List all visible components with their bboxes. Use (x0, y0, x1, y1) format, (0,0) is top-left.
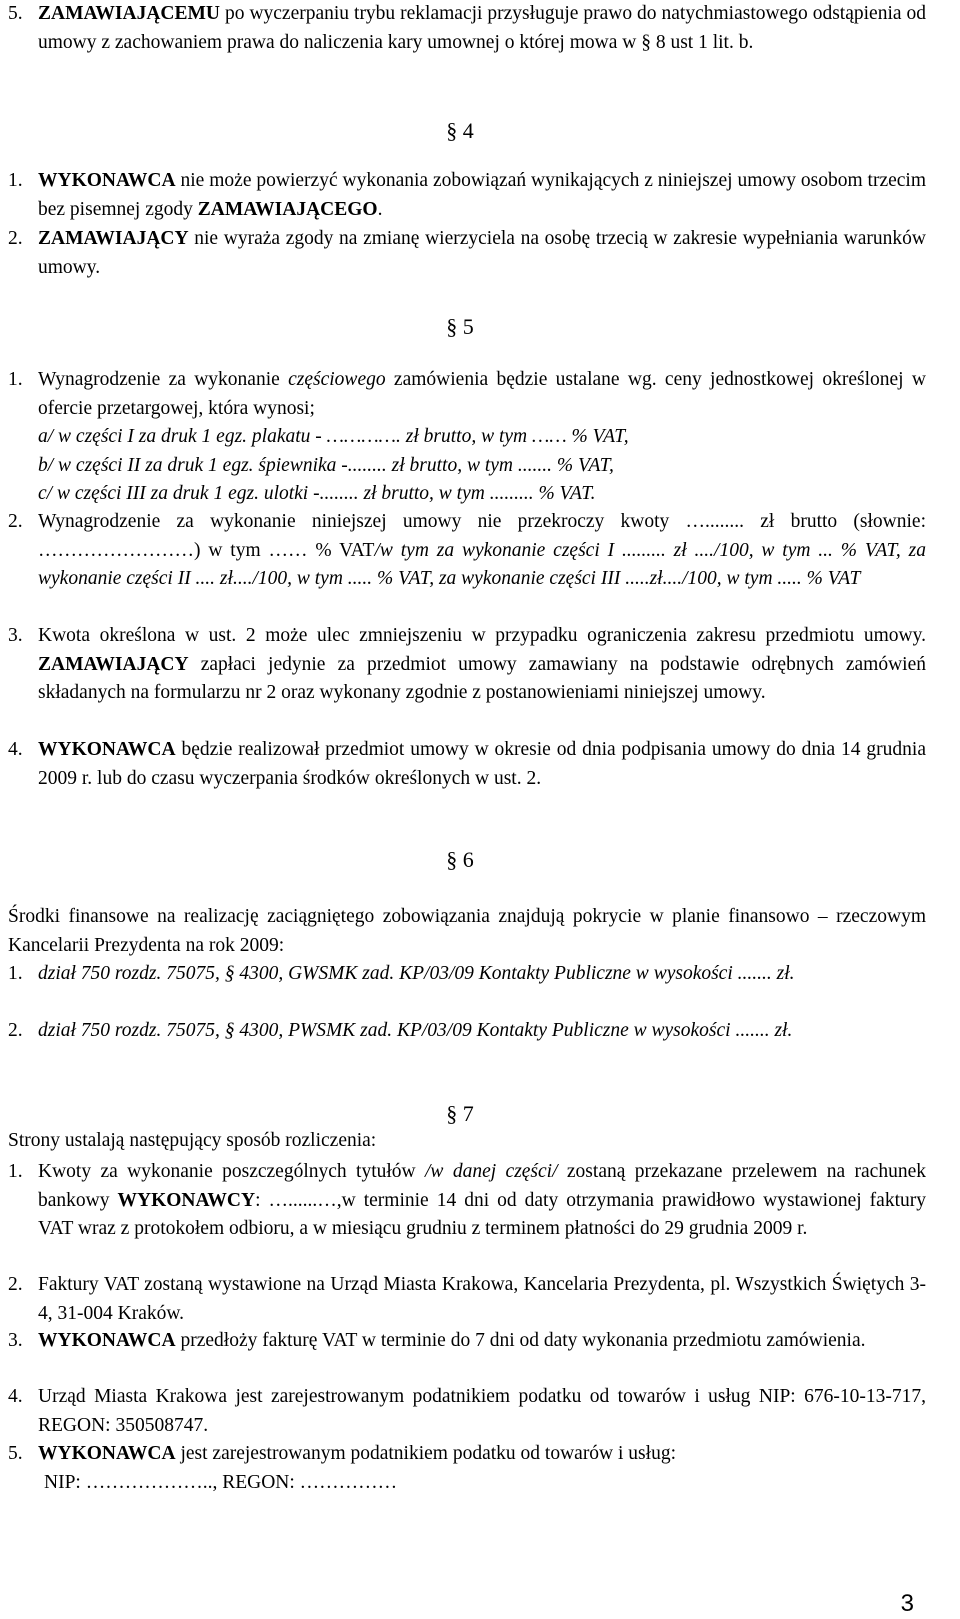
party-name: ZAMAWIAJĄCY (38, 653, 189, 675)
section-heading-6: § 6 (446, 847, 474, 872)
party-name: WYKONAWCY (117, 1189, 256, 1211)
price-line-a-text: a/ w części I za druk 1 egz. plakatu - …………. zł brutto, w tym …… % VAT, (38, 426, 629, 447)
s5-item-3 (8, 622, 926, 708)
party-name: ZAMAWIAJĄCY (38, 228, 189, 249)
clause-5-paragraph (8, 0, 926, 57)
s7-intro: Strony ustalają następujący sposób rozliczenia: (8, 1130, 377, 1151)
price-line-c-text: c/ w części III za druk 1 egz. ulotki -........ zł brutto, w tym ......... % VAT. (38, 483, 596, 504)
price-line-c (38, 480, 926, 509)
item-number: 1. (8, 1161, 23, 1182)
clause-text: Wynagrodzenie za wykonanie (38, 369, 289, 390)
s6-item-2 (8, 1017, 926, 1046)
s7-item-1 (8, 1158, 926, 1244)
page-number: 3 (900, 1590, 914, 1617)
price-line-b (38, 452, 926, 481)
clause-text-italic: częściowego (288, 369, 386, 390)
party-name: WYKONAWCA (38, 170, 176, 191)
s5-item-4 (8, 736, 926, 793)
section-heading-4: § 4 (446, 118, 474, 143)
clause-text: zapłaci jedynie za przedmiot umowy zamawiany na podstawie odrębnych zamówień składanych na formularzu nr 2 oraz wykonany zgodnie z postanowieniami niniejszej umowy. (38, 653, 926, 703)
item-number: 5. (8, 1443, 23, 1464)
item-number: 4. (8, 739, 23, 760)
clause-text: zamówienia będzie ustalane wg. ceny jednostkowej określonej w ofercie przetargowej, która wynosi; (38, 369, 927, 419)
clause-text: przedłoży fakturę VAT w terminie do 7 dni od daty wykonania przedmiotu zamówienia. (175, 1330, 866, 1351)
clause-text: jest zarejestrowanym podatnikiem podatku od towarów i usług: (175, 1443, 676, 1464)
s5-item-2 (8, 508, 926, 594)
clause-text-italic: /w danej części/ (425, 1161, 558, 1182)
clause-text: Kwoty za wykonanie poszczególnych tytułów (38, 1161, 426, 1182)
price-line-a (38, 423, 926, 452)
clause-text: po wyczerpaniu trybu reklamacji przysługuje prawo do natychmiastowego odstąpienia od umowy z zachowaniem prawa do naliczenia kary umownej o której mowa w § 8 ust 1 lit. b. (38, 3, 926, 53)
clause-text-italic: dział 750 rozdz. 75075, § 4300, PWSMK zad. KP/03/09 Kontakty Publiczne w wysokości ....... zł. (38, 1020, 793, 1041)
item-number: 2. (8, 1274, 23, 1295)
s7-item-4 (8, 1383, 926, 1440)
clause-text: . (377, 198, 383, 220)
item-number: 1. (8, 963, 23, 984)
clause-text: : …......…,w terminie 14 dni od daty otrzymania prawidłowo wystawionej faktury VAT wraz z protokołem odbioru, a w miesiącu grudniu z terminem płatności do 29 grudnia 2009 r. (38, 1189, 926, 1239)
item-number: 2. (8, 511, 23, 532)
item-number: 2. (8, 1020, 23, 1041)
item-number: 4. (8, 1386, 23, 1407)
clause-text: Kwota określona w ust. 2 może ulec zmniejszeniu w przypadku ograniczenia zakresu przedmiotu umowy. (38, 625, 926, 646)
s7-item-5 (8, 1440, 926, 1469)
s7-item-2 (8, 1271, 926, 1328)
s7-item-3 (8, 1327, 926, 1356)
s6-item-1 (8, 960, 926, 989)
section-heading-7: § 7 (446, 1101, 474, 1126)
item-number: 2. (8, 228, 23, 249)
s4-item-1 (8, 167, 926, 224)
item-number: 1. (8, 170, 23, 191)
clause-text-italic: dział 750 rozdz. 75075, § 4300, GWSMK zad. KP/03/09 Kontakty Publiczne w wysokości ....... zł. (38, 963, 795, 984)
clause-text: będzie realizował przedmiot umowy w okresie od dnia podpisania umowy do dnia 14 grudnia 2009 r. lub do czasu wyczerpania środków określonych w ust. 2. (38, 739, 926, 789)
clause-text-italic: /w tym za wykonanie części I ......... zł ..../100, w tym ... % VAT, za wykonanie części II .... zł..../100, w tym ..... % VAT, za wykonanie części III .....zł..../100, w tym ..... % VAT (38, 539, 926, 589)
clause-text: nie może powierzyć wykonania zobowiązań wynikających z niniejszej umowy osobom trzecim bez pisemnej zgody (38, 170, 926, 220)
s5-item-1 (8, 366, 927, 423)
section-heading-5: § 5 (446, 314, 474, 339)
clause-text: Wynagrodzenie za wykonanie niniejszej umowy nie przekroczy kwoty …........ zł brutto (słownie: ……………………) w tym …… % VAT (38, 511, 926, 561)
party-name: ZAMAWIAJĄCEGO (197, 198, 378, 220)
item-number: 5. (8, 3, 23, 24)
clause-text: nie wyraża zgody na zmianę wierzyciela na osobę trzecią w zakresie wypełniania warunków umowy. (38, 228, 926, 278)
item-number: 3. (8, 1330, 23, 1351)
party-name: ZAMAWIAJĄCEMU (38, 3, 220, 24)
party-name: WYKONAWCA (38, 1330, 176, 1351)
s6-intro: Środki finansowe na realizację zaciągniętego zobowiązania znajdują pokrycie w planie finansowo – rzeczowym Kancelarii Prezydenta na rok 2009: (8, 906, 926, 956)
clause-text: zostaną przekazane przelewem na rachunek bankowy (38, 1161, 926, 1211)
party-name: WYKONAWCA (38, 1443, 176, 1464)
item-number: 1. (8, 369, 23, 390)
clause-text: Faktury VAT zostaną wystawione na Urząd Miasta Krakowa, Kancelaria Prezydenta, pl. Wszystkich Świętych 3-4, 31-004 Kraków. (38, 1274, 926, 1324)
item-number: 3. (8, 625, 23, 646)
nip-regon-line: NIP: ……………….., REGON: …………… (44, 1472, 398, 1493)
clause-text: Urząd Miasta Krakowa jest zarejestrowanym podatnikiem podatku od towarów i usług NIP: 676-10-13-717, REGON: 350508747. (38, 1386, 926, 1436)
price-line-b-text: b/ w części II za druk 1 egz. śpiewnika -........ zł brutto, w tym ....... % VAT, (38, 455, 614, 476)
party-name: WYKONAWCA (38, 739, 176, 760)
s4-item-2 (8, 225, 926, 282)
